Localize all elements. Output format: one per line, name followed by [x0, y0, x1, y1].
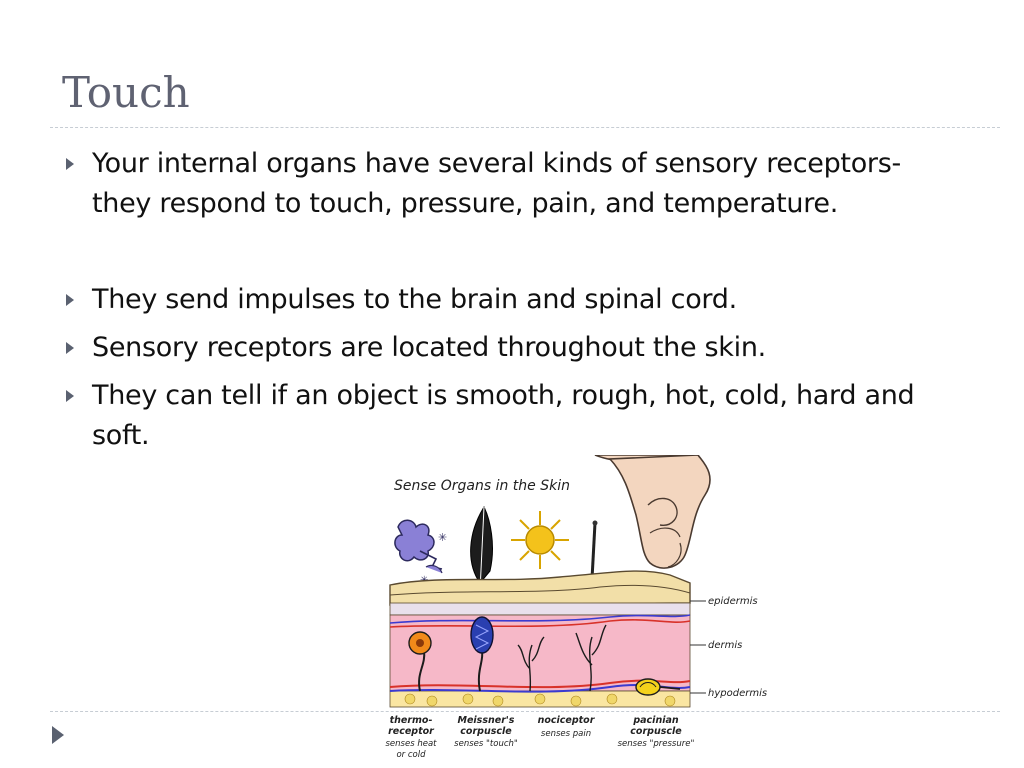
bullet-arrow-icon: [66, 294, 74, 306]
hand-icon: [595, 455, 710, 568]
receptor-name: Meissner's: [457, 715, 515, 726]
needle-icon: [592, 521, 598, 580]
receptor-description: or cold: [396, 750, 426, 760]
slide-title: Touch: [62, 68, 190, 117]
bullet-item: [62, 328, 962, 368]
hypodermis-label: hypodermis: [708, 688, 768, 699]
bullet-text: They can tell if an object is smooth, rough, hot, cold, hard and soft.: [92, 380, 915, 451]
receptor-description: senses heat: [385, 739, 437, 749]
skin-cross-section: [390, 571, 690, 707]
receptor-name: receptor: [388, 726, 434, 737]
feather-icon: [471, 507, 493, 591]
figure-title: Sense Organs in the Skin: [394, 478, 570, 494]
receptor-name: nociceptor: [537, 715, 595, 726]
receptor-name: corpuscle: [460, 726, 512, 737]
bullet-text: Your internal organs have several kinds of sensory receptors- they respond to touch, pressure, pain, and temperature.: [92, 148, 901, 219]
dermis-label: dermis: [708, 640, 743, 651]
bullet-text: Sensory receptors are located throughout the skin.: [92, 332, 766, 363]
receptor-name: thermo-: [389, 715, 433, 726]
epidermis-label: epidermis: [708, 596, 758, 607]
receptor-captions: [386, 715, 695, 760]
receptor-name: pacinian: [633, 715, 679, 726]
sun-icon: [511, 511, 569, 569]
footer-divider: [50, 711, 1000, 712]
bullet-item: [62, 376, 962, 456]
next-slide-arrow-icon[interactable]: [52, 726, 64, 744]
bullet-item: [62, 280, 962, 320]
receptor-description: senses "pressure": [617, 739, 695, 749]
layer-labels: [690, 596, 767, 699]
bullet-arrow-icon: [66, 390, 74, 402]
bullet-arrow-icon: [66, 342, 74, 354]
bullet-list: [62, 144, 962, 456]
bullet-item: [62, 144, 962, 224]
title-divider: [50, 127, 1000, 128]
receptor-description: senses pain: [540, 729, 592, 739]
svg-text:✳: ✳: [438, 531, 448, 544]
bullet-arrow-icon: [66, 158, 74, 170]
receptor-description: senses "touch": [454, 739, 518, 749]
skin-sense-organs-illustration: [380, 455, 780, 768]
bullet-text: They send impulses to the brain and spinal cord.: [92, 284, 737, 315]
snowflake-icon: [395, 520, 447, 586]
receptor-name: corpuscle: [630, 726, 682, 737]
